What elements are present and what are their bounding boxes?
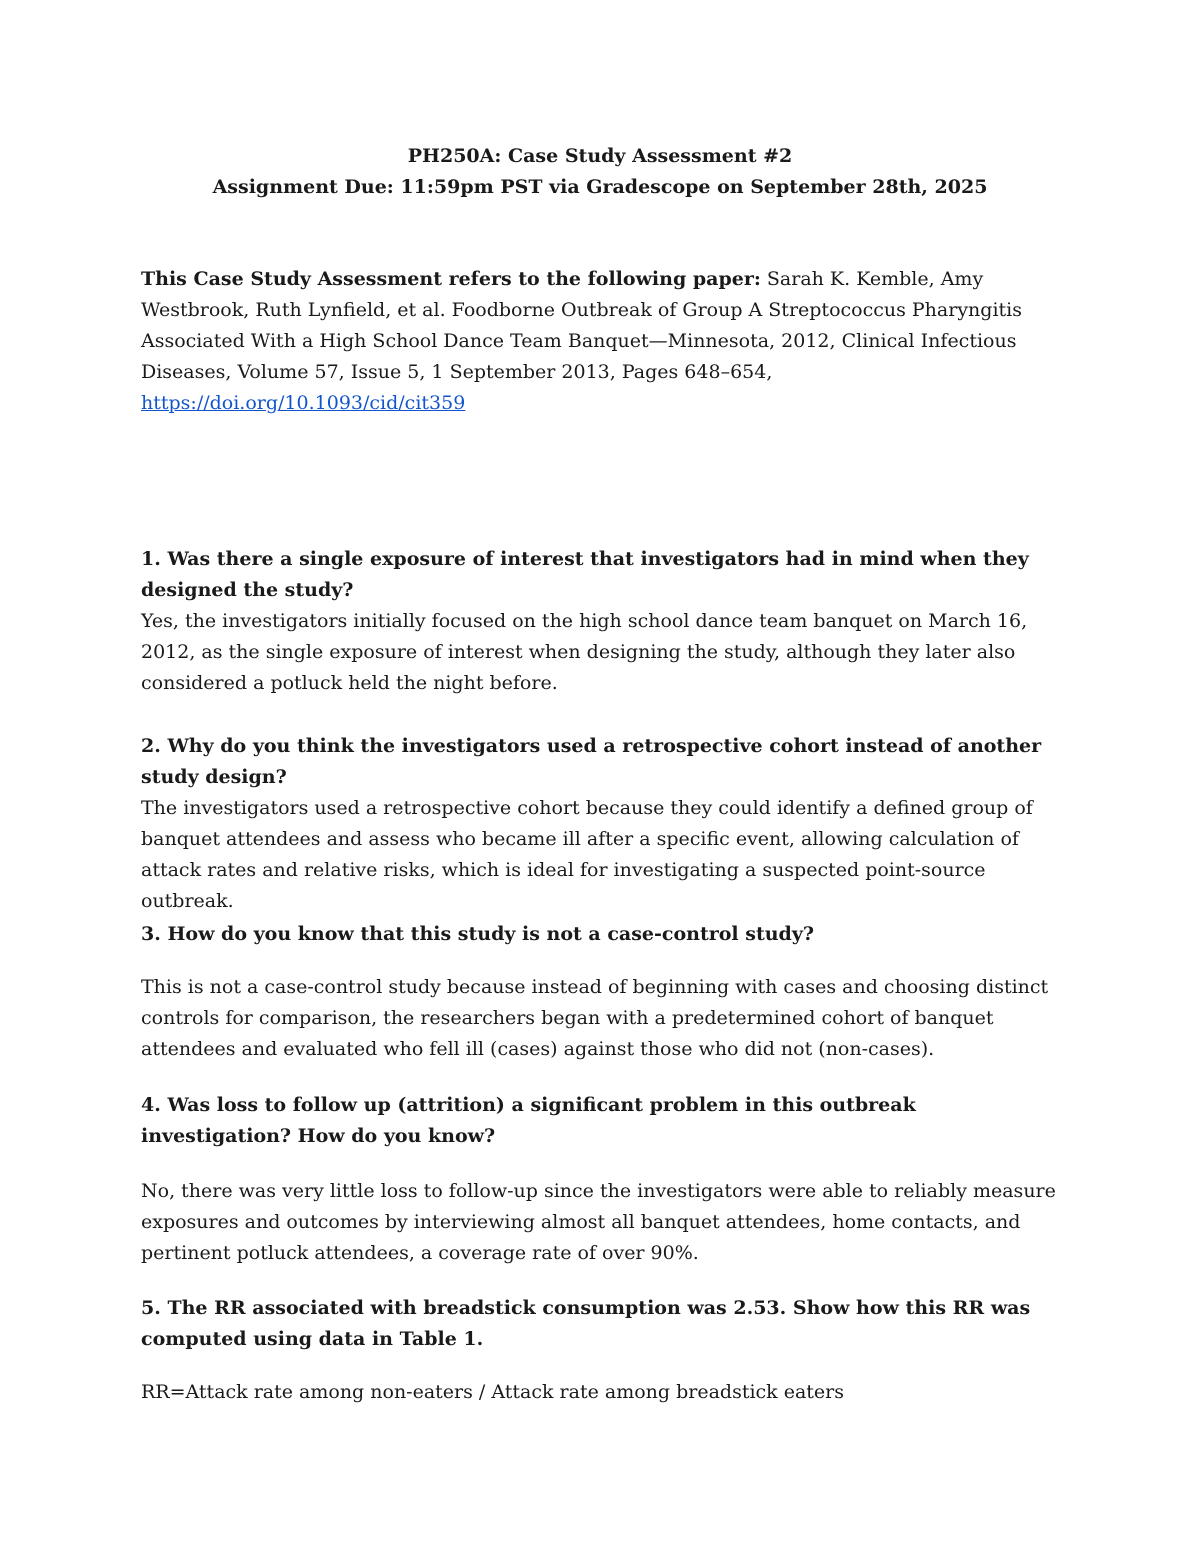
reference-citation: Sarah K. Kemble, Amy Westbrook, Ruth Lynfield, et al. Foodborne Outbreak of Group A Streptococcus Pharyngitis Associated With a High School Dance Team Banquet—Minnesota, 2012, Clinical Infectious Diseases, Volume 57, Issue 5, 1 September 2013, Pages 648–654, bbox=[141, 268, 1022, 383]
answer-5: RR=Attack rate among non-eaters / Attack rate among breadstick eaters bbox=[141, 1381, 845, 1403]
question-block-2 bbox=[141, 731, 1071, 917]
due-date: Assignment Due: 11:59pm PST via Gradescope on September 28th, 2025 bbox=[212, 176, 988, 198]
question-block-1 bbox=[141, 544, 1071, 699]
question-block-5 bbox=[141, 1293, 1071, 1355]
question-2: 2. Why do you think the investigators used a retrospective cohort instead of another study design? bbox=[141, 735, 1042, 788]
answer-1: Yes, the investigators initially focused on the high school dance team banquet on March 16, 2012, as the single exposure of interest when designing the study, although they later also considered a potluck held the night before. bbox=[141, 610, 1028, 694]
answer-2: The investigators used a retrospective cohort because they could identify a defined group of banquet attendees and assess who became ill after a specific event, allowing calculation of attack rates and relative risks, which is ideal for investigating a suspected point-source outbreak. bbox=[141, 797, 1033, 912]
question-3: 3. How do you know that this study is not a case-control study? bbox=[141, 923, 814, 945]
answer-block-5 bbox=[141, 1377, 1071, 1408]
answer-block-4 bbox=[141, 1176, 1071, 1269]
answer-block-3 bbox=[141, 972, 1071, 1065]
doi-link[interactable]: https://doi.org/10.1093/cid/cit359 bbox=[141, 392, 466, 414]
reference-lead: This Case Study Assessment refers to the following paper: bbox=[141, 268, 761, 290]
question-4: 4. Was loss to follow up (attrition) a significant problem in this outbreak investigation? How do you know? bbox=[141, 1094, 916, 1147]
question-block-4 bbox=[141, 1090, 1071, 1152]
header bbox=[0, 141, 1200, 203]
answer-4: No, there was very little loss to follow-up since the investigators were able to reliably measure exposures and outcomes by interviewing almost all banquet attendees, home contacts, and pertinent potluck attendees, a coverage rate of over 90%. bbox=[141, 1180, 1056, 1264]
question-5: 5. The RR associated with breadstick consumption was 2.53. Show how this RR was computed using data in Table 1. bbox=[141, 1297, 1031, 1350]
question-1: 1. Was there a single exposure of interest that investigators had in mind when they designed the study? bbox=[141, 548, 1029, 601]
answer-3: This is not a case-control study because instead of beginning with cases and choosing distinct controls for comparison, the researchers began with a predetermined cohort of banquet attendees and evaluated who fell ill (cases) against those who did not (non-cases). bbox=[141, 976, 1049, 1060]
reference-paragraph bbox=[141, 264, 1071, 419]
document-title: PH250A: Case Study Assessment #2 bbox=[407, 145, 793, 167]
question-block-3 bbox=[141, 919, 1071, 950]
